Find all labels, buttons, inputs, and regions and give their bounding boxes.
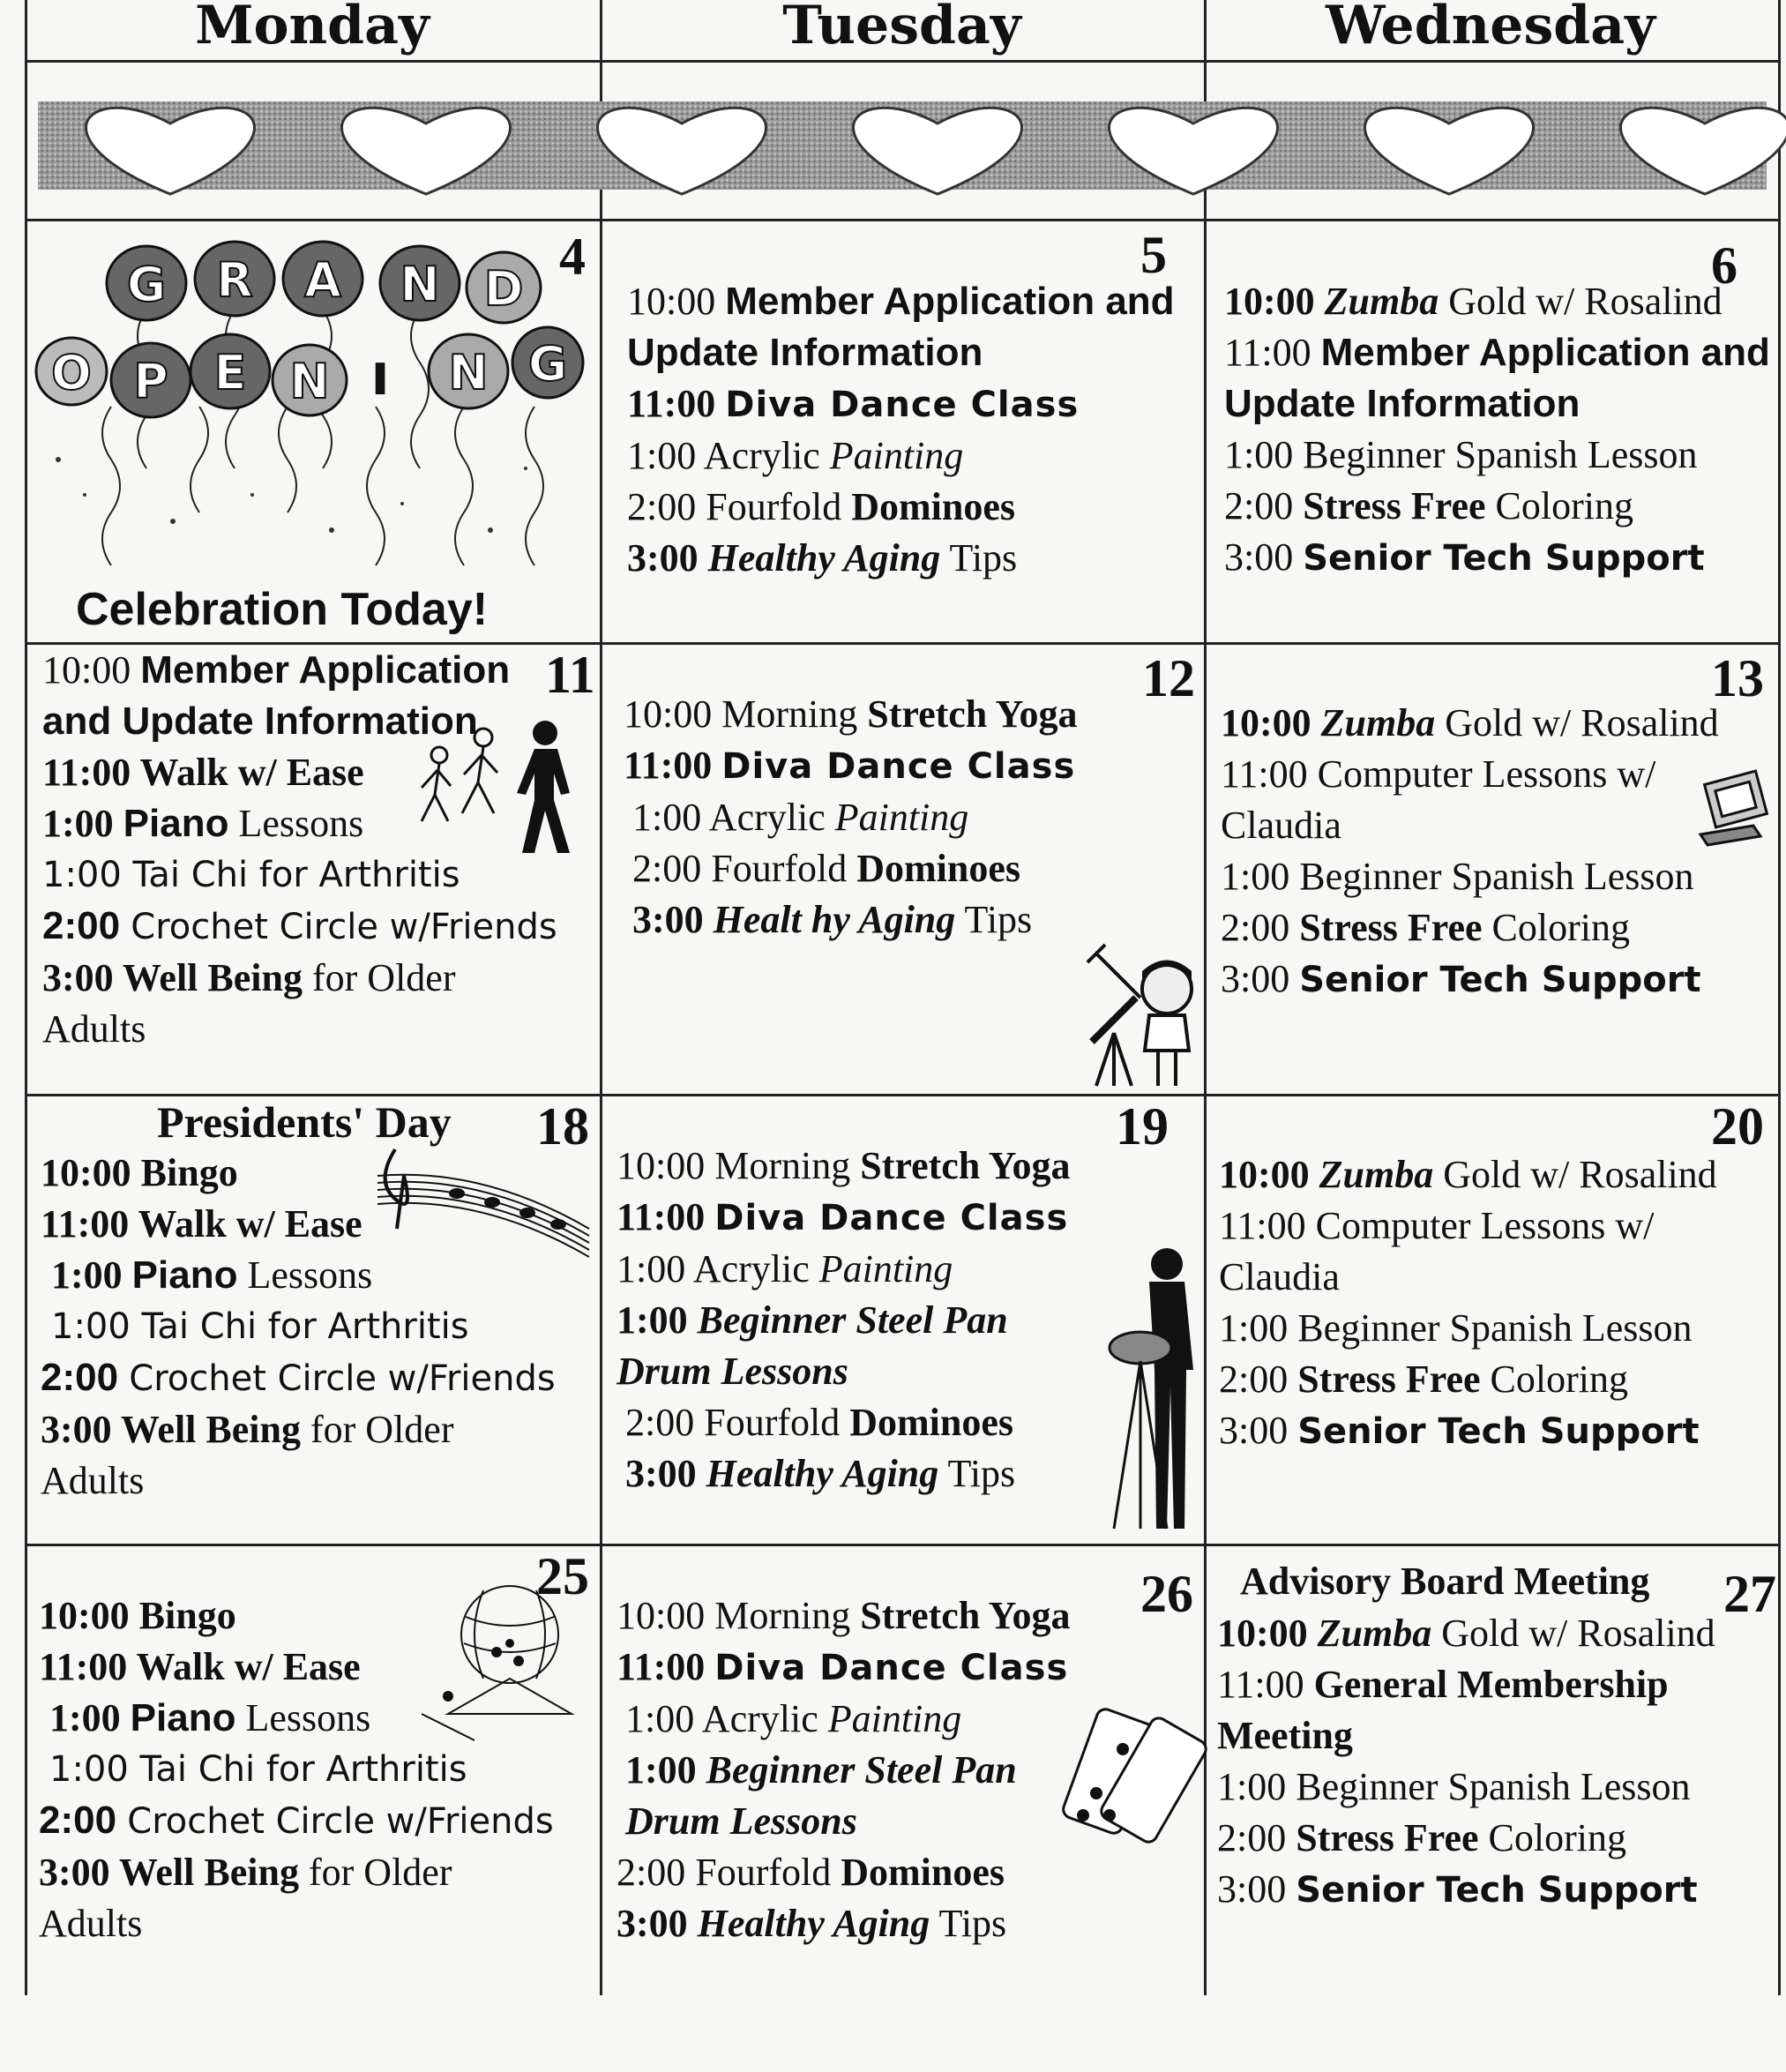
activity-bingo: 10:00 Bingo [41, 1151, 238, 1194]
stargazer-kid-icon [1079, 936, 1202, 1093]
activity-tech-support: 3:00 Senior Tech Support [1221, 957, 1701, 1000]
advisory-board-label: Advisory Board Meeting [1240, 1560, 1650, 1603]
activity-yoga: 10:00 Morning Stretch Yoga [617, 1144, 1071, 1187]
steel-pan-player-icon [1105, 1246, 1202, 1537]
cell-day-18 [25, 1096, 600, 1544]
activity-diva-dance: 11:00 Diva Dance Class [627, 382, 1080, 425]
celebration-today: Celebration Today! [76, 584, 489, 635]
svg-text:I: I [372, 355, 388, 403]
day-number-12: 12 [1142, 649, 1195, 707]
activity-acrylic-painting: 1:00 Acrylic Painting [617, 1247, 953, 1290]
activity-coloring: 2:00 Stress Free Coloring [1221, 906, 1630, 949]
activity-tech-support: 3:00 Senior Tech Support [1224, 535, 1705, 579]
cell-day-13 [1207, 645, 1778, 1094]
activity-crochet: 2:00 Crochet Circle w/Friends [42, 904, 557, 947]
activity-dominoes: 2:00 Fourfold Dominoes [617, 1851, 1005, 1894]
svg-text:G: G [527, 336, 568, 392]
activity-tai-chi: 1:00 Tai Chi for Arthritis [42, 855, 460, 895]
activity-well-being: 3:00 Well Being for Older Adults [41, 1408, 454, 1502]
activity-crochet: 2:00 Crochet Circle w/Friends [39, 1799, 554, 1842]
day-number-18: 18 [536, 1097, 589, 1156]
activity-healthy-aging: 3:00 Healthy Aging Tips [617, 1902, 1007, 1945]
activity-piano: 1:00 Piano Lessons [42, 802, 364, 845]
activity-well-being: 3:00 Well Being for Older Adults [42, 956, 456, 1051]
activity-steel-pan: 1:00 Beginner Steel Pan Drum Lessons [617, 1298, 1008, 1393]
activity-tech-support: 3:00 Senior Tech Support [1217, 1867, 1698, 1911]
hearts-banner [38, 84, 1767, 216]
activity-diva-dance: 11:00 Diva Dance Class [624, 744, 1076, 787]
activity-dominoes: 2:00 Fourfold Dominoes [625, 1401, 1014, 1444]
svg-text:O: O [51, 345, 92, 400]
calendar-grid [25, 0, 1780, 1995]
cell-day-26 [602, 1546, 1204, 1995]
activity-well-being: 3:00 Well Being for Older Adults [39, 1851, 452, 1945]
day-number-11: 11 [545, 646, 595, 704]
day-number-20: 20 [1711, 1097, 1764, 1156]
activity-walk: 11:00 Walk w/ Ease [41, 1202, 362, 1245]
cell-day-20 [1207, 1096, 1778, 1544]
activity-yoga: 10:00 Morning Stretch Yoga [624, 692, 1078, 736]
activity-tech-support: 3:00 Senior Tech Support [1219, 1409, 1700, 1452]
activity-spanish: 1:00 Beginner Spanish Lesson [1224, 433, 1698, 476]
svg-text:D: D [483, 261, 524, 317]
cell-day-4 [25, 221, 600, 642]
activity-tai-chi: 1:00 Tai Chi for Arthritis [49, 1749, 467, 1790]
cell-day-19 [602, 1096, 1204, 1544]
activity-piano: 1:00 Piano Lessons [49, 1696, 371, 1739]
dominoes-icon [1061, 1696, 1202, 1855]
activity-crochet: 2:00 Crochet Circle w/Friends [41, 1356, 556, 1399]
svg-text:N: N [400, 257, 440, 312]
cell-day-27 [1207, 1546, 1778, 1995]
svg-text:G: G [126, 257, 167, 312]
activity-member-application: 10:00 Member Application and Update Information [627, 280, 1175, 374]
activity-computer-lessons: 11:00 Computer Lessons w/ Claudia [1219, 1204, 1655, 1298]
activity-acrylic-painting: 1:00 Acrylic Painting [627, 434, 964, 477]
activity-zumba: 10:00 Zumba Gold w/ Rosalind [1217, 1612, 1715, 1655]
activity-acrylic-painting: 1:00 Acrylic Painting [632, 796, 969, 839]
svg-text:N: N [448, 345, 489, 400]
activity-dominoes: 2:00 Fourfold Dominoes [632, 847, 1021, 890]
svg-text:N: N [289, 354, 330, 409]
activity-dominoes: 2:00 Fourfold Dominoes [627, 485, 1016, 528]
activity-computer-lessons: 11:00 Computer Lessons w/ Claudia [1221, 752, 1656, 847]
activity-coloring: 2:00 Stress Free Coloring [1219, 1358, 1628, 1401]
cell-day-5 [602, 221, 1204, 642]
activity-zumba: 10:00 Zumba Gold w/ Rosalind [1219, 1153, 1717, 1196]
activity-steel-pan: 1:00 Beginner Steel Pan Drum Lessons [625, 1748, 1017, 1843]
activity-spanish: 1:00 Beginner Spanish Lesson [1219, 1306, 1693, 1350]
activity-yoga: 10:00 Morning Stretch Yoga [617, 1594, 1071, 1637]
svg-text:P: P [133, 354, 168, 409]
grand-opening-balloons-icon [32, 230, 568, 583]
activity-diva-dance: 11:00 Diva Dance Class [617, 1195, 1069, 1238]
activity-bingo: 10:00 Bingo [39, 1594, 236, 1637]
activity-member-application: 11:00 Member Application and Update Information [1224, 331, 1770, 425]
day-number-4: 4 [559, 228, 586, 286]
header-wednesday: Wednesday [1326, 0, 1655, 56]
activity-acrylic-painting: 1:00 Acrylic Painting [625, 1697, 962, 1740]
day-number-5: 5 [1140, 226, 1167, 284]
activity-spanish: 1:00 Beginner Spanish Lesson [1221, 855, 1694, 898]
activity-general-membership: 11:00 General Membership Meeting [1217, 1663, 1669, 1757]
cell-day-6 [1207, 221, 1778, 642]
activity-member-application: 10:00 Member Application and Update Information [42, 648, 511, 743]
activity-healthy-aging: 3:00 Healthy Aging Tips [627, 536, 1018, 580]
presidents-day-label: Presidents' Day [157, 1097, 452, 1147]
svg-text:R: R [216, 252, 253, 308]
activity-tai-chi: 1:00 Tai Chi for Arthritis [51, 1306, 469, 1347]
day-number-13: 13 [1711, 649, 1764, 707]
activity-zumba: 10:00 Zumba Gold w/ Rosalind [1224, 280, 1722, 323]
svg-text:A: A [304, 252, 341, 308]
activity-walk: 11:00 Walk w/ Ease [39, 1645, 361, 1688]
activity-healthy-aging: 3:00 Healt hy Aging Tips [632, 898, 1033, 941]
day-number-27: 27 [1723, 1565, 1776, 1623]
day-number-19: 19 [1116, 1097, 1169, 1156]
cell-day-11 [25, 645, 600, 1094]
activity-diva-dance: 11:00 Diva Dance Class [617, 1645, 1069, 1688]
svg-text:E: E [213, 345, 247, 400]
activity-walk: 11:00 Walk w/ Ease [42, 751, 364, 794]
day-number-25: 25 [536, 1547, 589, 1605]
activity-coloring: 2:00 Stress Free Coloring [1224, 484, 1633, 527]
activity-zumba: 10:00 Zumba Gold w/ Rosalind [1221, 701, 1719, 744]
header-monday: Monday [195, 0, 430, 56]
day-number-26: 26 [1140, 1565, 1193, 1623]
cell-day-12 [602, 645, 1204, 1094]
activity-spanish: 1:00 Beginner Spanish Lesson [1217, 1765, 1691, 1808]
header-tuesday: Tuesday [782, 0, 1021, 56]
activity-coloring: 2:00 Stress Free Coloring [1217, 1816, 1626, 1859]
activity-piano: 1:00 Piano Lessons [51, 1253, 373, 1297]
cell-day-25 [25, 1546, 600, 1995]
activity-healthy-aging: 3:00 Healthy Aging Tips [625, 1452, 1016, 1495]
day-number-6: 6 [1711, 236, 1737, 295]
